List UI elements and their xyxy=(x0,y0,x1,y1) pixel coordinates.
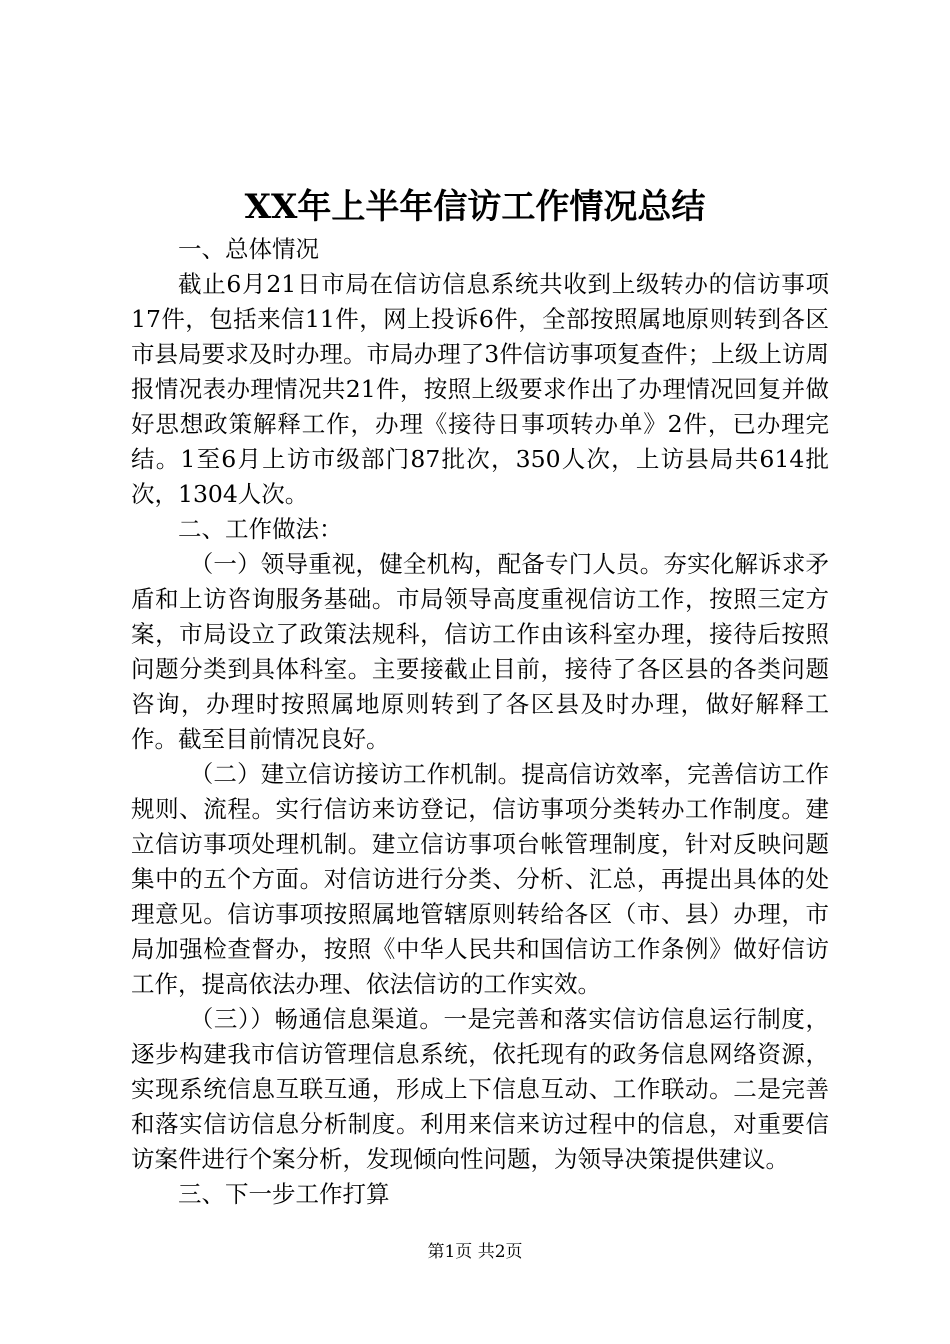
section-heading-methods: 二、工作做法： xyxy=(178,515,343,543)
document-title: XX年上半年信访工作情况总结 xyxy=(244,187,706,227)
section-heading-next-steps: 三、下一步工作打算 xyxy=(178,1180,390,1208)
page-number-footer: 第1页 共2页 xyxy=(427,1242,523,1262)
paragraph-overview: 截止6月21日市局在信访信息系统共收到上级转办的信访事项17件，包括来信11件，网上投诉6件，全部按照属地原则转到各区市县局要求及时办理。市局办理了3件信访事项复查件；上级上访周报情况表办理情况共21件，按照上级要求作出了办理情况回复并做好思想政策解释工作，办理《接待日事项转办单》2件，已办理完结。1至6月上访市级部门87批次，350人次，上访县局共614批次，1304人次。 xyxy=(131,270,829,508)
section-heading-overview: 一、总体情况 xyxy=(178,235,319,263)
paragraph-method-1: （一）领导重视，健全机构，配备专门人员。夯实化解诉求矛盾和上访咨询服务基础。市局领导高度重视信访工作，按照三定方案，市局设立了政策法规科，信访工作由该科室办理，接待后按照问题分类到具体科室。主要接截止目前，接待了各区县的各类问题咨询，办理时按照属地原则转到了各区县及时办理，做好解释工作。截至目前情况良好。 xyxy=(131,550,829,753)
paragraph-method-2: （二）建立信访接访工作机制。提高信访效率，完善信访工作规则、流程。实行信访来访登记，信访事项分类转办工作制度。建立信访事项处理机制。建立信访事项台帐管理制度，针对反映问题集中的五个方面。对信访进行分类、分析、汇总，再提出具体的处理意见。信访事项按照属地管辖原则转给各区（市、县）办理，市局加强检查督办，按照《中华人民共和国信访工作条例》做好信访工作，提高依法办理、依法信访的工作实效。 xyxy=(131,760,829,998)
document-body xyxy=(131,232,829,1212)
paragraph-method-3: （三））畅通信息渠道。一是完善和落实信访信息运行制度，逐步构建我市信访管理信息系统，依托现有的政务信息网络资源，实现系统信息互联互通，形成上下信息互动、工作联动。二是完善和落实信访信息分析制度。利用来信来访过程中的信息，对重要信访案件进行个案分析，发现倾向性问题，为领导决策提供建议。 xyxy=(131,1005,829,1173)
